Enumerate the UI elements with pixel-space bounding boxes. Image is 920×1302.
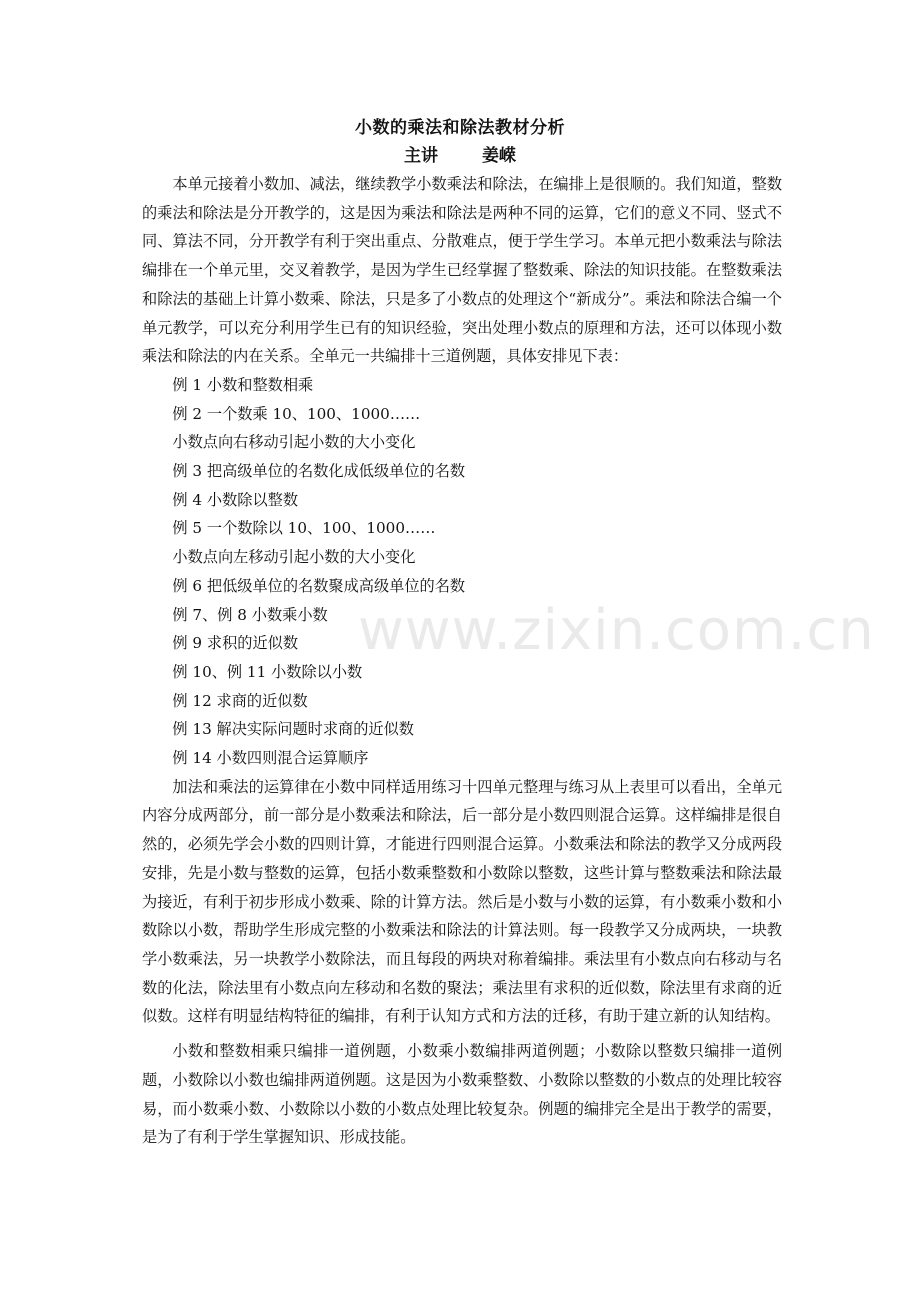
list-item: 例 4 小数除以整数 xyxy=(172,490,299,509)
author-line xyxy=(0,143,920,169)
list-item: 例 13 解决实际问题时求商的近似数 xyxy=(172,720,414,739)
example-count-paragraph: 小数和整数相乘只编排一道例题，小数乘小数编排两道例题；小数除以整数只编排一道例题，小数除以小数也编排两道例题。这是因为小数乘整数、小数除以整数的小数点的处理比较容易，而小数乘小数、小数除以小数的小数点处理比较复杂。例题的编排完全是出于教学的需要，是为了有利于学生掌握知识、形成技能。 xyxy=(142,1042,782,1147)
list-item: 例 9 求积的近似数 xyxy=(172,634,299,653)
list-item: 例 2 一个数乘 10、100、1000…… xyxy=(172,404,421,423)
intro-paragraph: 本单元接着小数加、减法，继续教学小数乘法和除法，在编排上是很顺的。我们知道，整数的乘法和除法是分开教学的，这是因为乘法和除法是两种不同的运算，它们的意义不同、竖式不同、算法不同，分开教学有利于突出重点、分散难点，便于学生学习。本单元把小数乘法与除法编排在一个单元里，交叉着教学，是因为学生已经掌握了整数乘、除法的知识技能。在整数乘法和除法的基础上计算小数乘、除法，只是多了小数点的处理这个“新成分”。乘法和除法合编一个单元教学，可以充分利用学生已有的知识经验，突出处理小数点的原理和方法，还可以体现小数乘法和除法的内在关系。全单元一共编排十三道例题，具体安排见下表： xyxy=(142,175,782,366)
list-item: 例 7、例 8 小数乘小数 xyxy=(172,605,328,624)
author-label: 主讲 xyxy=(404,146,438,166)
watermark: www.zixin.com.cn xyxy=(358,598,875,663)
list-item: 例 10、例 11 小数除以小数 xyxy=(172,662,363,681)
list-item: 小数点向左移动引起小数的大小变化 xyxy=(172,548,416,567)
list-item: 例 1 小数和整数相乘 xyxy=(172,375,314,394)
list-item: 例 14 小数四则混合运算顺序 xyxy=(172,749,369,768)
page-title: 小数的乘法和除法教材分析 xyxy=(355,118,565,138)
list-item: 例 6 把低级单位的名数聚成高级单位的名数 xyxy=(172,576,466,595)
author-name: 姜嵘 xyxy=(482,146,516,166)
example-list xyxy=(142,371,782,773)
list-item: 例 5 一个数除以 10、100、1000…… xyxy=(172,519,436,538)
list-item: 例 12 求商的近似数 xyxy=(172,691,308,710)
list-item: 例 3 把高级单位的名数化成低级单位的名数 xyxy=(172,462,466,481)
structure-paragraph: 加法和乘法的运算律在小数中同样适用练习十四单元整理与练习从上表里可以看出，全单元内容分成两部分，前一部分是小数乘法和除法，后一部分是小数四则混合运算。这样编排是很自然的，必须先学会小数的四则计算，才能进行四则混合运算。小数乘法和除法的教学又分成两段安排，先是小数与整数的运算，包括小数乘整数和小数除以整数，这些计算与整数乘法和除法最为接近，有利于初步形成小数乘、除的计算方法。然后是小数与小数的运算，有小数乘小数和小数除以小数，帮助学生形成完整的小数乘法和除法的计算法则。每一段教学又分成两块，一块教学小数乘法，另一块教学小数除法，而且每段的两块对称着编排。乘法里有小数点向右移动与名数的化法，除法里有小数点向左移动和名数的聚法；乘法里有求积的近似数，除法里有求商的近似数。这样有明显结构特征的编排，有利于认知方式和方法的迁移，有助于建立新的认知结构。 xyxy=(142,777,782,1026)
document-body xyxy=(142,170,782,1152)
list-item: 小数点向右移动引起小数的大小变化 xyxy=(172,433,416,452)
